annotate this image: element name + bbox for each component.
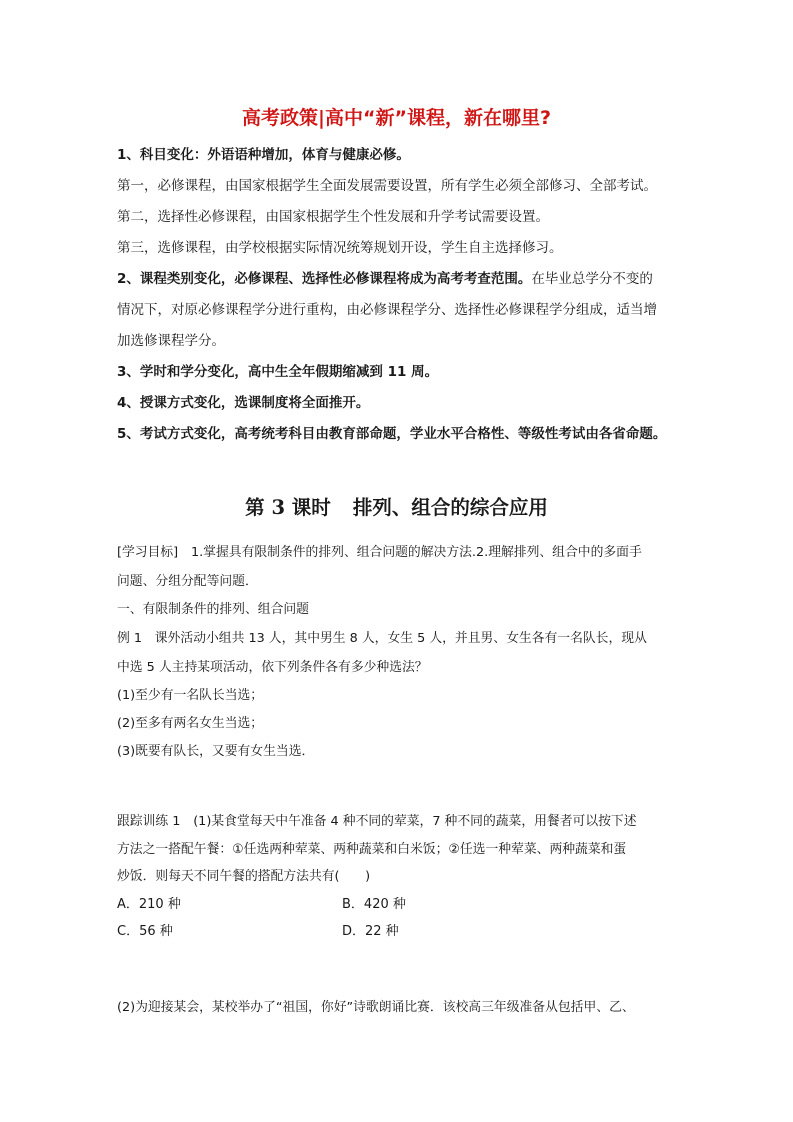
policy-item-2-rest: 在毕业总学分不变的 bbox=[531, 271, 653, 287]
option-d: D．22 种 bbox=[342, 924, 399, 939]
example-1-line-1: 例 1 课外活动小组共 13 人，其中男生 8 人，女生 5 人，并且男、女生各有一名队长，现从 bbox=[117, 631, 647, 646]
lesson-number: 第 3 课时 bbox=[245, 496, 331, 519]
example-question-3: (3)既要有队长，又要有女生当选． bbox=[117, 744, 315, 759]
learning-goal-line-2: 问题、分组分配等问题． bbox=[117, 574, 258, 589]
option-a: A．210 种 bbox=[117, 897, 181, 912]
practice-1-line-1: 跟踪训练 1 (1)某食堂每天中午准备 4 种不同的荤菜，7 种不同的蔬菜，用餐者可以按下述 bbox=[117, 814, 637, 829]
practice-1-line-2: 方法之一搭配午餐：①任选两种荤菜、两种蔬菜和白米饭；②任选一种荤菜、两种蔬菜和蛋 bbox=[117, 842, 627, 857]
example-question-2: (2)至多有两名女生当选； bbox=[117, 716, 264, 731]
policy-item-4: 4、授课方式变化，选课制度将全面推开。 bbox=[117, 395, 370, 411]
practice-1-part-2-line-1: (2)为迎接某会，某校举办了“祖国，你好”诗歌朗诵比赛．该校高三年级准备从包括甲、乙、 bbox=[117, 1000, 635, 1015]
policy-paragraph-2: 第二，选择性必修课程，由国家根据学生个性发展和升学考试需要设置。 bbox=[117, 209, 549, 225]
section-heading-1: 一、有限制条件的排列、组合问题 bbox=[117, 602, 309, 617]
policy-item-1: 1、科目变化：外语语种增加，体育与健康必修。 bbox=[117, 147, 410, 163]
option-b: B．420 种 bbox=[342, 897, 406, 912]
example-1-line-2: 中选 5 人主持某项活动，依下列条件各有多少种选法？ bbox=[117, 660, 428, 675]
lesson-title bbox=[0, 494, 793, 522]
example-question-1: (1)至少有一名队长当选； bbox=[117, 688, 264, 703]
practice-1-line-3: 炒饭．则每天不同午餐的搭配方法共有( ) bbox=[117, 869, 371, 884]
policy-item-2-bold: 2、课程类别变化，必修课程、选择性必修课程将成为高考考查范围。 bbox=[117, 271, 532, 287]
lesson-topic: 排列、组合的综合应用 bbox=[352, 496, 548, 519]
policy-paragraph-1: 第一，必修课程，由国家根据学生全面发展需要设置，所有学生必须全部修习、全部考试。 bbox=[117, 178, 657, 194]
policy-item-5: 5、考试方式变化，高考统考科目由教育部命题，学业水平合格性、等级性考试由各省命题。 bbox=[117, 426, 667, 442]
policy-item-2 bbox=[117, 269, 687, 289]
policy-item-2-line-3: 加选修课程学分。 bbox=[117, 333, 225, 349]
policy-item-3: 3、学时和学分变化，高中生全年假期缩减到 11 周。 bbox=[117, 364, 439, 380]
article-title: 高考政策|高中“新”课程，新在哪里? bbox=[242, 107, 551, 129]
policy-paragraph-3: 第三，选修课程，由学校根据实际情况统筹规划开设，学生自主选择修习。 bbox=[117, 240, 563, 256]
policy-item-2-line-2: 情况下，对原必修课程学分进行重构，由必修课程学分、选择性必修课程学分组成，适当增 bbox=[117, 302, 657, 318]
learning-goal-line-1: [学习目标] 1.掌握具有限制条件的排列、组合问题的解决方法.2.理解排列、组合中的多面手 bbox=[117, 545, 642, 560]
option-c: C．56 种 bbox=[117, 924, 173, 939]
